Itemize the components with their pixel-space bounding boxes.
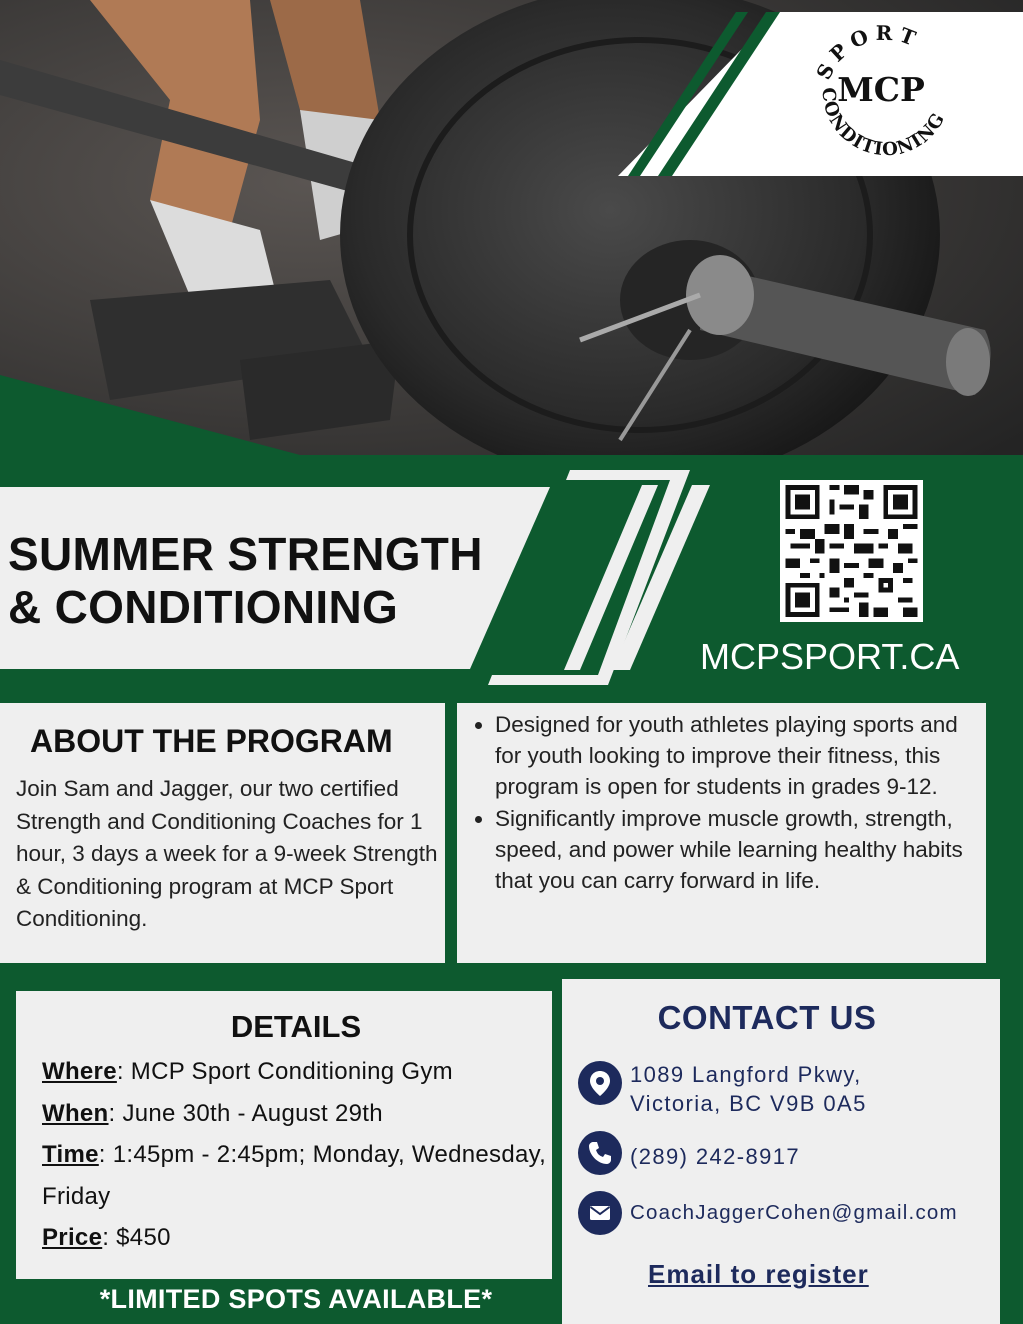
highlights-list <box>495 709 979 896</box>
page-title <box>8 528 528 634</box>
logo-center-text: MCP <box>837 70 925 109</box>
location-pin-icon <box>578 1061 622 1105</box>
details-rows <box>42 1051 548 1259</box>
where-label: Where <box>42 1058 117 1085</box>
details-heading: DETAILS <box>230 1009 362 1044</box>
contact-panel <box>562 979 1000 1324</box>
when-label: When <box>42 1099 109 1127</box>
title-line-2: & CONDITIONING <box>8 581 399 633</box>
email-icon <box>578 1191 622 1235</box>
decorative-stripes <box>470 470 720 685</box>
about-body: Join Sam and Jagger, our two certified Strength and Conditioning Coaches for 1 hour, 3 days a week for a 9-week Strength & Conditioning program at MCP Sport Conditioning. <box>16 776 438 931</box>
website-label: MCPSPORT.CA <box>700 636 960 677</box>
when-value: : June 30th - August 29th <box>108 1099 383 1127</box>
title-line-1: SUMMER STRENGTH <box>8 528 483 580</box>
address-line-2: Victoria, BC V9B 0A5 <box>630 1091 867 1116</box>
contact-heading: CONTACT US <box>657 999 877 1036</box>
details-price <box>42 1217 548 1259</box>
about-heading: ABOUT THE PROGRAM <box>30 723 393 759</box>
email-address[interactable]: CoachJaggerCohen@gmail.com <box>630 1201 958 1224</box>
details-when <box>42 1093 548 1135</box>
about-panel <box>0 703 445 963</box>
details-panel <box>16 991 552 1279</box>
address <box>630 1060 867 1118</box>
price-value: : $450 <box>102 1224 171 1251</box>
details-time <box>42 1134 548 1217</box>
qr-code <box>780 480 923 622</box>
price-label: Price <box>42 1224 103 1251</box>
logo-arc-bottom: CONDITIONING <box>817 86 950 161</box>
list-item: • Significantly improve muscle growth, strength, speed, and power while learning healthy habits that you can carry forward in life. <box>495 803 979 897</box>
details-where <box>42 1051 548 1093</box>
list-item: • Designed for youth athletes playing sports and for youth looking to improve their fitness, this program is open for students in grades 9-12. <box>495 709 979 803</box>
time-label: Time <box>42 1141 99 1168</box>
program-highlights-panel <box>457 703 986 963</box>
email-register-link[interactable]: Email to register <box>648 1259 869 1289</box>
logo-arc-top: SPORT <box>811 20 925 84</box>
time-value: : 1:45pm - 2:45pm; Monday, Wednesday, Friday <box>42 1141 547 1210</box>
limited-spots-notice: *LIMITED SPOTS AVAILABLE* <box>99 1284 493 1314</box>
address-line-1: 1089 Langford Pkwy, <box>630 1062 862 1087</box>
phone-icon <box>578 1131 622 1175</box>
where-value: : MCP Sport Conditioning Gym <box>116 1058 453 1085</box>
phone-number[interactable]: (289) 242-8917 <box>630 1144 801 1169</box>
